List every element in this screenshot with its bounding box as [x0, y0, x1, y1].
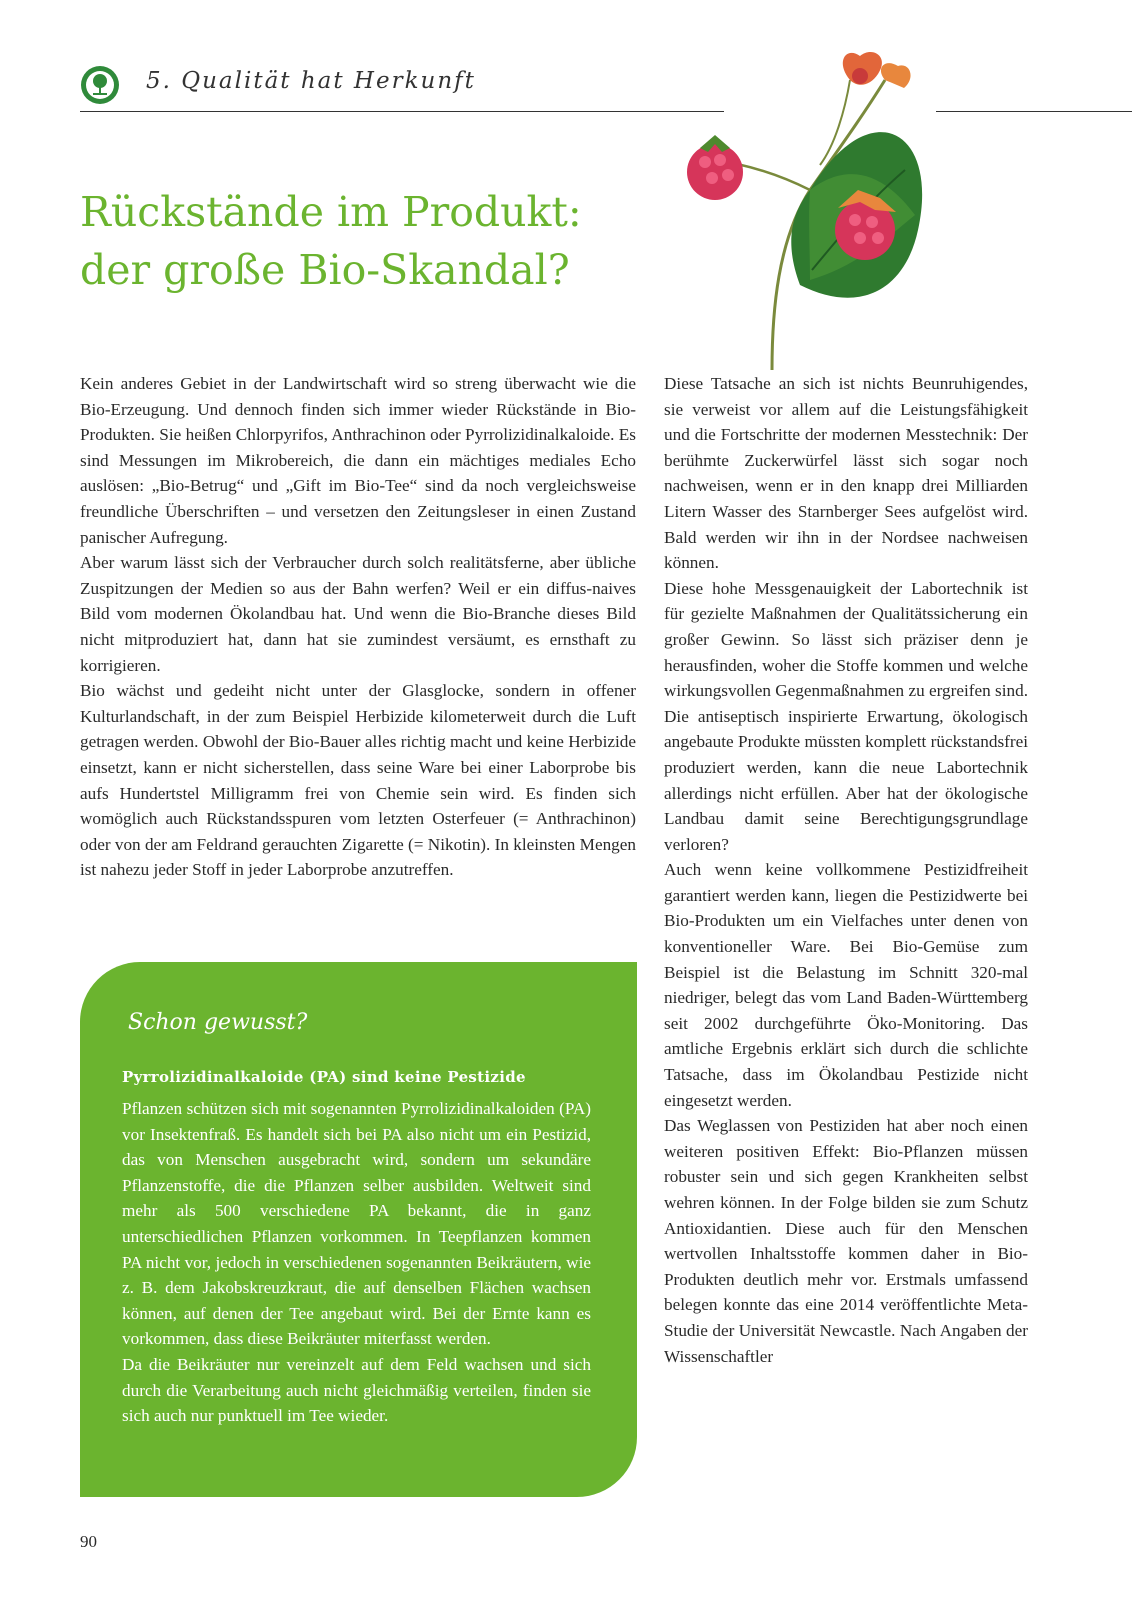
header-rule-left — [80, 111, 724, 112]
page-number: 90 — [80, 1532, 97, 1551]
info-box-paragraph: Pflanzen schützen sich mit sogenannten Pyrrolizidinalkaloiden (PA) vor Insektenfraß. Es handelt sich bei PA also nicht um ein Pestizid, das von Menschen ausgebracht wird, sondern um sekundäre Pflanzenstoffe, die die Pflanzen selber ausbilden. Weltweit sind mehr als 500 verschiedene PA bekannt, die in ganz unterschiedlichen Pflanzen vorkommen. In Teepflanzen kommen PA nicht vor, jedoch in verschiedenen sogenannten Beikräutern, wie z. B. dem Jakobskreuzkraut, die auf denselben Flächen wachsen können, auf denen der Tee angebaut wird. Bei der Ernte kann es vorkommen, dass diese Beikräuter miterfasst werden. — [122, 1099, 591, 1349]
left-column — [80, 371, 636, 883]
info-box-text — [122, 1096, 591, 1429]
paragraph: Das Weglassen von Pestiziden hat aber noch einen weiteren positiven Effekt: Bio-Pflanzen müssen robuster sein und sich gegen Krankheiten selbst wehren können. In der Folge bilden sie zum Schutz Antioxidantien. Diese auch für den Menschen wertvollen Inhaltsstoffe kommen daher in Bio-Produkten deutlich mehr vor. Erstmals umfassend belegen konnte das eine 2014 veröffentlichte Meta-Studie der Universität Newcastle. Nach Angaben der Wissenschaftler — [664, 1116, 1028, 1366]
chapter-title: 5. Qualität hat Herkunft — [146, 68, 476, 94]
paragraph: Diese hohe Messgenauigkeit der Labortechnik ist für gezielte Maßnahmen der Qualitätssicherung ein großer Gewinn. So lässt sich präziser denn je herausfinden, woher die Stoffe kommen und welche wirkungsvollen Gegenmaßnahmen zu ergreifen sind. Die antiseptisch inspirierte Erwartung, ökologisch angebaute Produkte müssten komplett rückstandsfrei produziert werden, kann die neue Labortechnik allerdings nicht erfüllen. Aber hat der ökologische Landbau damit seine Berechtigungsgrundlage verloren? — [664, 578, 1028, 854]
article-title-line-2: der große Bio-Skandal? — [80, 246, 570, 294]
paragraph: Auch wenn keine vollkommene Pestizidfreiheit garantiert werden kann, liegen die Pestizidwerte bei Bio-Produkten um ein Vielfaches unter denen von konventioneller Ware. Bei Bio-Gemüse zum Beispiel ist die Belastung im Schnitt 320-mal niedriger, belegt das vom Land Baden-Württemberg seit 2002 durchgeführte Öko-Monitoring. Das amtliche Ergebnis erklärt sich durch die schlichte Tatsache, dass im Ökolandbau Pestizide nicht eingesetzt werden. — [664, 860, 1028, 1110]
paragraph: Kein anderes Gebiet in der Landwirtschaft wird so streng überwacht wie die Bio-Erzeugung. Und dennoch finden sich immer wieder Rückstände in Bio-Produkten. Sie heißen Chlorpyrifos, Anthrachinon oder Pyrrolizidinalkaloide. Es sind Messungen im Mikrobereich, die dann ein mächtiges mediales Echo auslösen: „Bio-Betrug“ und „Gift im Bio-Tee“ sind da noch vergleichsweise freundliche Überschriften – und versetzen den Zeitungsleser in einen Zustand panischer Aufregung. — [80, 374, 636, 547]
info-box-paragraph: Da die Beikräuter nur vereinzelt auf dem Feld wachsen und sich durch die Verarbeitung auch nicht gleichmäßig verteilen, finden sie sich auch nur punktuell im Tee wieder. — [122, 1354, 591, 1426]
info-box-subtitle: Pyrrolizidinalkaloide (PA) sind keine Pestizide — [122, 1068, 526, 1086]
header-rule-right — [936, 111, 1132, 112]
tree-seal-icon — [80, 65, 120, 105]
article-title — [80, 183, 640, 299]
paragraph: Aber warum lässt sich der Verbraucher durch solch realitätsferne, aber übliche Zuspitzungen der Medien so aus der Bahn werfen? Weil er ein diffus-naives Bild vom modernen Ökolandbau hat. Und wenn die Bio-Branche dieses Bild nicht mitproduziert hat, dann hat sie zumindest versäumt, es ernsthaft zu korrigieren. — [80, 553, 636, 675]
info-box-title: Schon gewusst? — [128, 1010, 308, 1035]
right-column — [664, 371, 1028, 1369]
paragraph: Diese Tatsache an sich ist nichts Beunruhigendes, sie verweist vor allem auf die Leistungsfähigkeit und die Fortschritte der modernen Messtechnik: Der berühmte Zuckerwürfel lässt sich sogar noch nachweisen, wenn er in den knapp drei Milliarden Litern Wasser des Starnberger Sees aufgelöst wird. Bald werden wir ihn in der Nordsee nachweisen können. — [664, 374, 1028, 573]
article-title-line-1: Rückstände im Produkt: — [80, 188, 582, 236]
raspberry-branch-icon — [660, 40, 940, 380]
paragraph: Bio wächst und gedeiht nicht unter der Glasglocke, sondern in offener Kulturlandschaft, in der zum Beispiel Herbizide kilometerweit durch die Luft getragen werden. Obwohl der Bio-Bauer alles richtig macht und keine Herbizide einsetzt, kann er nicht sicherstellen, dass seine Ware bei einer Laborprobe bis aufs Hundertstel Milligramm frei von Chemie sein wird. Es finden sich womöglich auch Rückstandsspuren vom letzten Osterfeuer (= Anthrachinon) oder von der am Feldrand gerauchten Zigarette (= Nikotin). In kleinsten Mengen ist nahezu jeder Stoff in jeder Laborprobe anzutreffen. — [80, 681, 636, 880]
info-box — [80, 962, 637, 1497]
